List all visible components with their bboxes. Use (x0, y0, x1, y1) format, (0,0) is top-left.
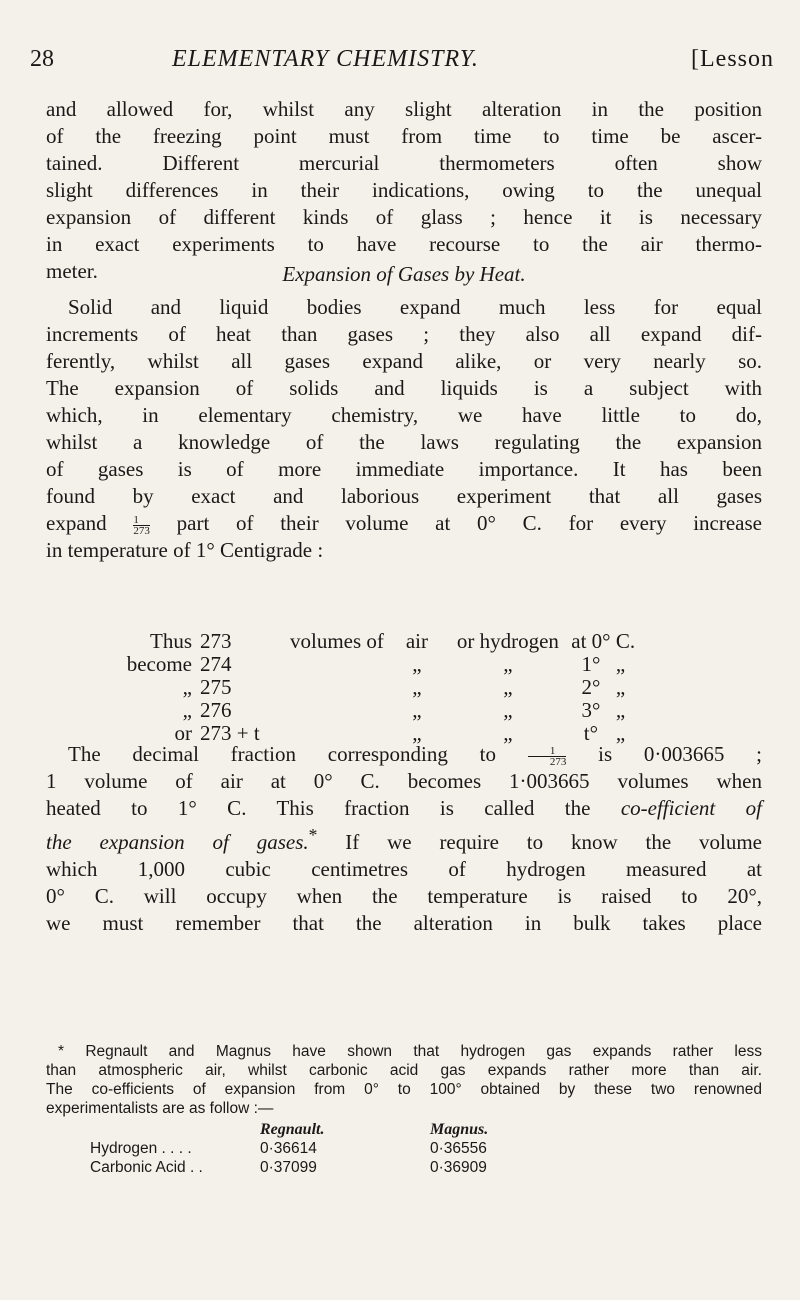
expansion-cell-col5: „ (503, 698, 513, 722)
regnault-value-cell: 0·36614 (260, 1140, 317, 1157)
coefficients-row (90, 1158, 550, 1177)
gas-name-cell: Carbonic Acid . . (90, 1159, 203, 1176)
footnote-line: experimentalists are as follow :— (46, 1100, 274, 1117)
text-line: whilst a knowledge of the laws regulating the expansion (46, 430, 762, 454)
text-line: 1 volume of air at 0° C. becomes 1·003665 volumes when (46, 769, 762, 793)
expansion-row (104, 653, 646, 676)
expansion-cell-col6: 2° (581, 675, 601, 699)
expansion-cell-col7: „ (615, 698, 626, 722)
expansion-cell-col5: „ (503, 675, 513, 699)
text-line: which, in elementary chemistry, we have little to do, (46, 403, 762, 427)
text-line: ferently, whilst all gases expand alike, or very nearly so. (46, 349, 762, 373)
text-line: 0° C. will occupy when the temperature is raised to 20°, (46, 884, 762, 908)
expansion-cell-value: 273 (200, 629, 232, 653)
text-line: Solid and liquid bodies expand much less for equal (68, 295, 762, 319)
expansion-cell-col7: „ (615, 675, 626, 699)
expansion-cell-prefix: Thus (150, 629, 192, 653)
header-cell (90, 1120, 260, 1139)
coefficients-row (90, 1139, 550, 1158)
footnote-line: than atmospheric air, whilst carbonic acid gas expands rather more than air. (46, 1062, 762, 1079)
header-cell: Magnus. (430, 1121, 489, 1138)
footnote-line: * Regnault and Magnus have shown that hydrogen gas expands rather less (58, 1043, 762, 1060)
paragraph-coefficient (46, 741, 762, 937)
footnote (46, 1042, 762, 1118)
expansion-cell-col6: at 0° (571, 629, 611, 653)
running-header (30, 46, 774, 80)
expansion-cell-value: 274 (200, 652, 232, 676)
expansion-table (104, 630, 646, 745)
expansion-cell-col3: volumes of (290, 629, 384, 653)
text-line: of the freezing point must from time to time be ascer- (46, 124, 762, 148)
expansion-cell-col6: 3° (581, 698, 601, 722)
footnote-line: The co-efficients of expansion from 0° to 100° obtained by these two renowned (46, 1081, 762, 1098)
expansion-cell-prefix: „ (182, 675, 192, 699)
fraction-one-over-273 (133, 515, 150, 536)
footnote-marker[interactable]: * (308, 825, 318, 845)
magnus-value-cell: 0·36909 (430, 1159, 487, 1176)
text-line: of gases is of more immediate importance. It has been (46, 457, 762, 481)
regnault-value-cell: 0·37099 (260, 1159, 317, 1176)
expansion-row (104, 630, 646, 653)
text-line (46, 822, 762, 856)
expansion-row (104, 676, 646, 699)
text-line: expansion of different kinds of glass ; hence it is necessary (46, 205, 762, 229)
text-segment: expand (46, 511, 107, 535)
expansion-cell-value: 273 + t (200, 721, 260, 745)
fraction-denominator: 273 (133, 524, 150, 537)
expansion-cell-col4: „ (412, 721, 422, 745)
text-segment: is 0·003665 ; (598, 742, 763, 766)
expansion-cell-col7: „ (615, 652, 626, 676)
expansion-cell-col3 (290, 699, 384, 722)
section-label: [Lesson (691, 46, 774, 72)
paragraph-gas-expansion (46, 294, 762, 564)
expansion-cell-col3 (290, 653, 384, 676)
text-segment: The decimal fraction corresponding to (68, 742, 497, 766)
italic-term: the expansion of gases. (46, 830, 309, 854)
paragraph-thermometers (46, 96, 762, 285)
text-line: in temperature of 1° Centigrade : (46, 538, 324, 562)
fraction-numerator: 1 (133, 515, 150, 526)
expansion-cell-col7: C. (615, 629, 636, 653)
text-line: tained. Different mercurial thermometers often show (46, 151, 762, 175)
expansion-cell-col5: „ (503, 652, 513, 676)
expansion-cell-prefix: „ (182, 698, 192, 722)
text-segment: If we require to know the volume (317, 830, 762, 854)
text-line (46, 795, 762, 822)
expansion-cell-col6: t° (583, 721, 599, 745)
fraction-one-over-273 (528, 746, 567, 767)
expansion-cell-value: 276 (200, 698, 232, 722)
magnus-value-cell: 0·36556 (430, 1140, 487, 1157)
expansion-row (104, 699, 646, 722)
text-line: meter. (46, 259, 98, 283)
header-cell: Regnault. (260, 1121, 325, 1138)
text-segment: heated to 1° C. This fraction is called the (46, 796, 591, 820)
section-heading: Expansion of Gases by Heat. (282, 262, 526, 286)
text-line: found by exact and laborious experiment that all gases (46, 484, 762, 508)
coefficients-table (90, 1120, 550, 1177)
italic-term: co-efficient of (620, 796, 762, 820)
gas-name-cell: Hydrogen . . . . (90, 1140, 192, 1157)
expansion-cell-col5: or hydrogen (456, 629, 559, 653)
coefficients-header-row (90, 1120, 550, 1139)
fraction-numerator: 1 (528, 746, 567, 757)
text-line-with-fraction (46, 741, 762, 768)
text-line: increments of heat than gases ; they also all expand dif- (46, 322, 762, 346)
text-segment: part of their volume at 0° C. for every increase (176, 511, 762, 535)
expansion-cell-col7: „ (615, 721, 626, 745)
expansion-cell-col4: „ (412, 698, 422, 722)
text-line: slight differences in their indications, owing to the unequal (46, 178, 762, 202)
fraction-denominator: 273 (549, 755, 567, 768)
expansion-cell-col5: „ (503, 721, 513, 745)
expansion-cell-col4: „ (412, 652, 422, 676)
text-line: The expansion of solids and liquids is a subject with (46, 376, 762, 400)
expansion-cell-col6: 1° (581, 652, 601, 676)
expansion-cell-col4: air (405, 629, 428, 653)
expansion-cell-col4: „ (412, 675, 422, 699)
expansion-cell-prefix: or (174, 721, 192, 745)
expansion-cell-prefix: become (126, 652, 192, 676)
text-line: which 1,000 cubic centimetres of hydrogen measured at (46, 857, 762, 881)
text-line: in exact experiments to have recourse to the air thermo- (46, 232, 762, 256)
text-line-with-fraction (46, 510, 762, 537)
page-number: 28 (30, 46, 54, 72)
text-line: we must remember that the alteration in bulk takes place (46, 911, 762, 935)
expansion-cell-col3 (290, 676, 384, 699)
expansion-cell-value: 275 (200, 675, 232, 699)
text-line: and allowed for, whilst any slight alteration in the position (46, 97, 762, 121)
running-title: ELEMENTARY CHEMISTRY. (172, 46, 479, 72)
